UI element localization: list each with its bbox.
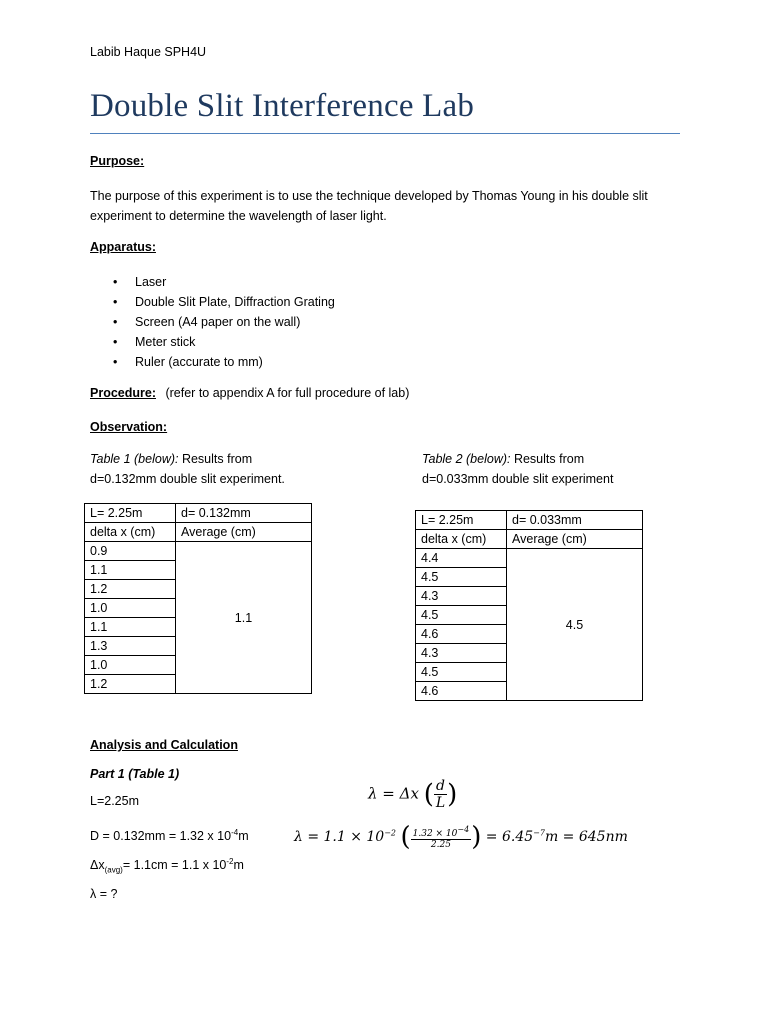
table-row [85,523,312,542]
calc-fraction [411,825,472,850]
table1-caption-label: Table 1 (below): [90,452,179,466]
table1-caption-rest: Results from [178,452,253,466]
table2-col-header: Average (cm) [507,530,643,549]
table2-caption-label: Table 2 (below): [422,452,511,466]
table-cell: 4.5 [416,568,507,587]
table1-average: 1.1 [176,542,312,694]
procedure-heading: Procedure: [90,386,156,400]
table1-col-header: Average (cm) [176,523,312,542]
table-cell: 1.3 [85,637,176,656]
procedure-line [90,386,409,400]
formula-lhs: λ = Δx [368,784,419,803]
table-cell: 4.3 [416,644,507,663]
table2-head-L: L= 2.25m [416,511,507,530]
procedure-text: (refer to appendix A for full procedure of lab) [165,386,410,400]
table2-average: 4.5 [507,549,643,701]
apparatus-item-label: Screen (A4 paper on the wall) [135,315,301,329]
given-D-unit: m [238,829,249,844]
table-cell: 4.4 [416,549,507,568]
table-row [416,549,643,568]
table-cell: 4.5 [416,663,507,682]
purpose-line-1: The purpose of this experiment is to use the technique developed by Thomas Young in his double slit [90,189,648,203]
given-dx [90,857,244,875]
apparatus-item-label: Meter stick [135,335,196,349]
wavelength-calculation: $\lambda = 1.1 \times 10^{-2}$ ( $\frac{1.32 \times 10^{-4}}{2.25}$ ) = $6.45^{-7}m = 645nm$ [294,822,628,852]
table-cell: 4.5 [416,606,507,625]
table-cell: 4.3 [416,587,507,606]
table1-head-L: L= 2.25m [85,504,176,523]
apparatus-item [90,312,335,332]
given-D-exponent: -4 [231,828,239,837]
table-cell: 4.6 [416,682,507,701]
table2 [415,510,643,701]
apparatus-item-label: Laser [135,275,167,289]
table1-head-d: d= 0.132mm [176,504,312,523]
given-D-text: D = 0.132mm = 1.32 x 10 [90,829,232,844]
purpose-text [90,186,690,226]
bullet-icon: • [113,335,118,349]
calc-numerator: $1.32 \times 10^{-4}$ [412,824,470,839]
calc-result: = 6.45 [485,829,534,845]
apparatus-list [90,272,335,372]
given-dx-text: = 1.1cm = 1.1 x 10 [122,858,227,873]
analysis-heading: Analysis and Calculation [90,738,238,752]
given-L: L=2.25m [90,794,139,808]
formula-fraction [434,778,447,811]
given-D [90,828,249,843]
table-row [85,542,312,561]
table2-caption [422,449,613,489]
apparatus-item [90,292,335,312]
table-cell: 1.1 [85,561,176,580]
table-row [416,530,643,549]
table-cell: 1.0 [85,599,176,618]
bullet-icon: • [113,355,118,369]
given-dx-symbol: Δx [90,858,105,873]
table2-caption-rest: Results from [510,452,585,466]
table1-caption [90,449,285,489]
table1-caption-line2: d=0.132mm double slit experiment. [90,472,285,486]
calc-tail: m = 645nm [544,829,628,845]
formula-denominator: L [435,795,446,811]
table-cell: 1.0 [85,656,176,675]
apparatus-item-label: Ruler (accurate to mm) [135,355,263,369]
given-dx-unit: m [233,858,244,873]
table-cell: 1.2 [85,580,176,599]
table1-col-header: delta x (cm) [85,523,176,542]
table-cell: 4.6 [416,625,507,644]
calc-denominator: 2.25 [430,839,451,850]
table-cell: 1.2 [85,675,176,694]
bullet-icon: • [113,295,118,309]
bullet-icon: • [113,275,118,289]
page-title: Double Slit Interference Lab [90,88,475,124]
apparatus-item [90,332,335,352]
table-cell: 0.9 [85,542,176,561]
observation-heading: Observation: [90,420,168,434]
author-header: Labib Haque SPH4U [90,45,207,59]
calc-result-exponent: −7 [533,828,545,838]
part1-heading: Part 1 (Table 1) [90,767,180,781]
calc-exponent: −2 [384,828,397,838]
table-row [416,511,643,530]
apparatus-item [90,272,335,292]
given-dx-subscript: (avg) [104,865,123,875]
bullet-icon: • [113,315,118,329]
apparatus-item [90,352,335,372]
table2-caption-line2: d=0.033mm double slit experiment [422,472,614,486]
apparatus-item-label: Double Slit Plate, Diffraction Grating [135,295,335,309]
given-dx-exponent: -2 [226,857,234,866]
title-underline [90,133,680,134]
wavelength-formula: λ = Δx ( $\frac{d}{L}$ ) [368,778,458,811]
formula-numerator: d [434,778,447,795]
purpose-heading: Purpose: [90,154,145,168]
table2-head-d: d= 0.033mm [507,511,643,530]
apparatus-heading: Apparatus: [90,240,156,254]
purpose-line-2: experiment to determine the wavelength of laser light. [90,209,387,223]
unknown-lambda: λ = ? [90,887,118,901]
table2-col-header: delta x (cm) [416,530,507,549]
table-cell: 1.1 [85,618,176,637]
table1 [84,503,312,694]
table-row [85,504,312,523]
calc-lhs: λ = 1.1 × 10 [294,829,385,845]
